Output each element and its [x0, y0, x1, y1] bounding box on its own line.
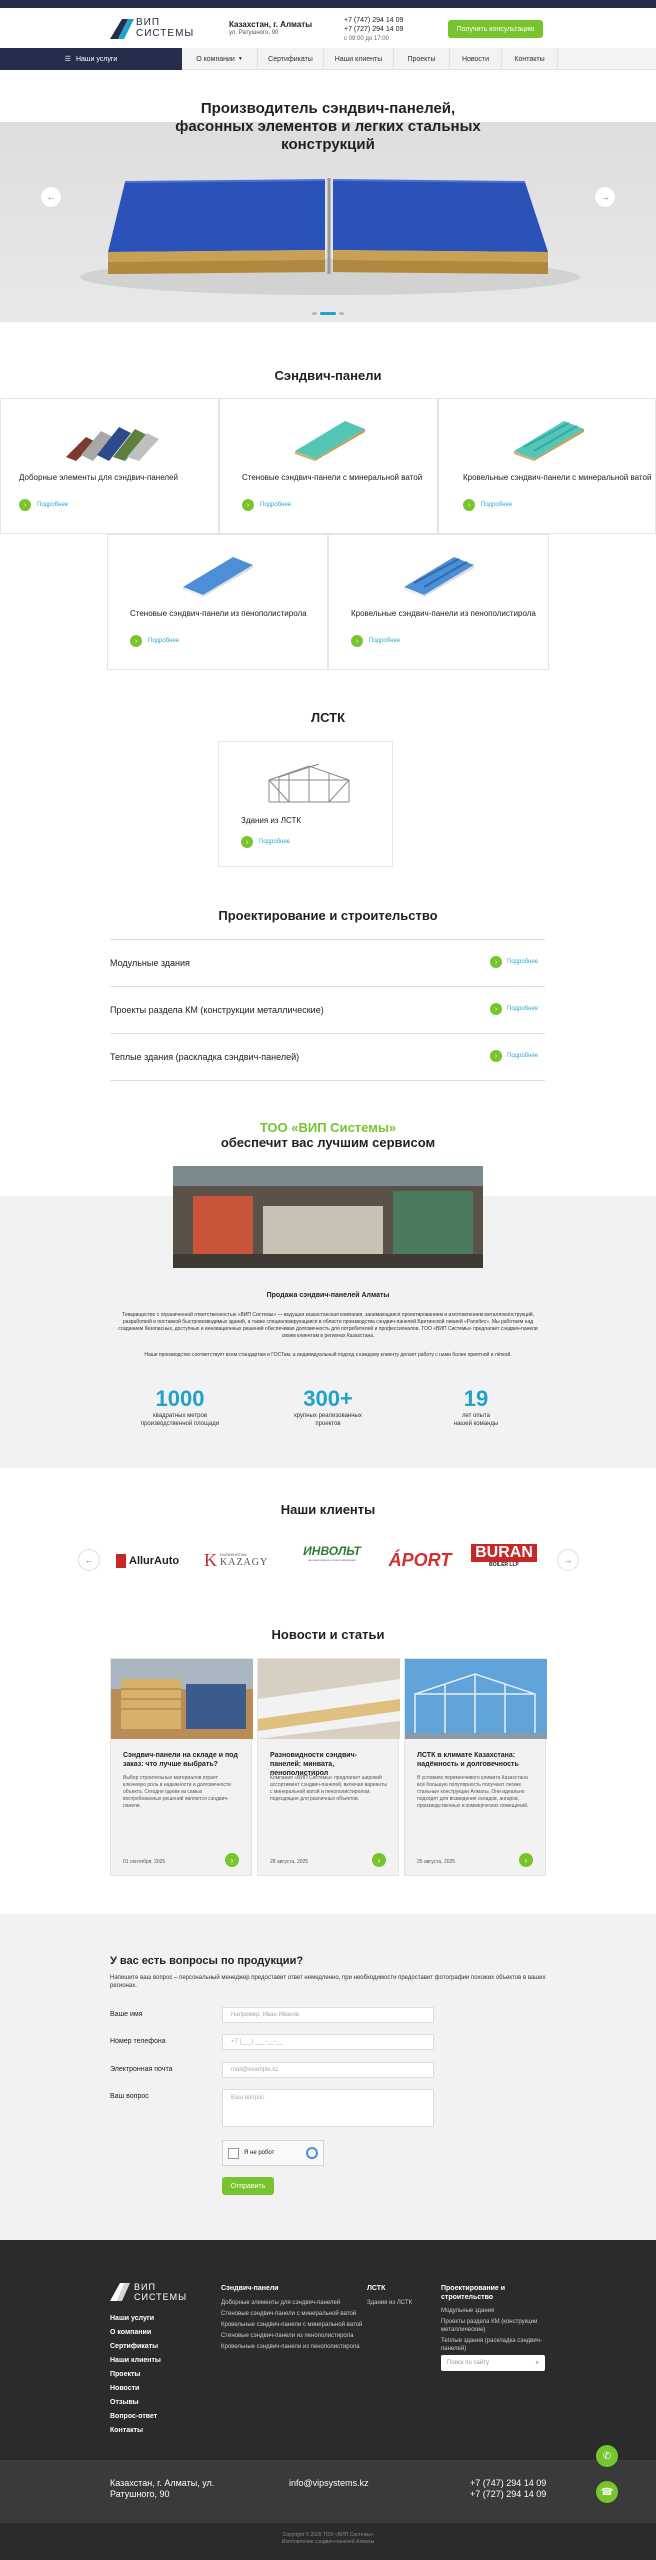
more-label: Подробнее — [507, 1006, 539, 1012]
stat-label-line-2: проектов — [315, 1421, 341, 1427]
footer-link-projects[interactable]: Проекты — [110, 2371, 141, 2378]
news-date: 01 сентября, 2025 — [123, 1859, 166, 1865]
design-row-label[interactable]: Теплые здания (раскладка сэндвич-панелей) — [110, 1052, 300, 1062]
more-link[interactable] — [19, 499, 68, 511]
more-link[interactable] — [242, 499, 291, 511]
news-date: 28 августа, 2025 — [270, 1859, 309, 1865]
factory-photo-image — [173, 1166, 483, 1268]
more-link[interactable] — [490, 1050, 538, 1062]
footer-col-title-2[interactable]: строительство — [441, 2294, 494, 2301]
eps-roof-panel-image — [399, 553, 479, 597]
lstk-section-title: ЛСТК — [310, 710, 346, 725]
copyright — [0, 2532, 656, 2546]
site-logo[interactable] — [110, 17, 198, 41]
header-hours: с 09:00 до 17:00 — [344, 36, 389, 42]
client-logo-kazagy — [204, 1546, 278, 1574]
logo-text-top: ВИП — [134, 2282, 156, 2292]
news-title: ЛСТК в климате Казахстана: надёжность и долговечность — [417, 1752, 519, 1768]
phone-label: Номер телефона — [110, 2038, 166, 2045]
chevron-down-icon: ▼ — [237, 56, 243, 62]
more-label: Подробнее — [507, 959, 539, 965]
client-name: BURAN — [471, 1544, 537, 1562]
stat-label-line-1: квадратных метров — [152, 1413, 208, 1419]
hero-title-line-1: Производитель сэндвич-панелей, — [200, 100, 456, 117]
slider-prev-arrow-icon[interactable]: ← — [40, 186, 62, 208]
client-sub: KAZAKHSTAN — [220, 1552, 247, 1557]
footer-col-title[interactable]: ЛСТК — [367, 2285, 386, 2292]
steel-frame-image — [264, 762, 354, 806]
arrow-right-icon[interactable]: › — [519, 1853, 533, 1867]
client-logo-aport — [382, 1546, 458, 1574]
slider-next-arrow-icon[interactable]: → — [594, 186, 616, 208]
sandwich-card-2[interactable] — [219, 398, 438, 534]
more-link[interactable] — [241, 836, 290, 848]
footer-address-1: Казахстан, г. Алматы, ул. — [110, 2478, 215, 2488]
news-text: Выбор строительных материалов играет ключевую роль в надежности и долговечности объекта. Сегодня одним из самых востребованных решений являются сэндвич-панели. — [123, 1775, 231, 1809]
card-label: Кровельные сэндвич-панели с минеральной ватой — [463, 473, 652, 482]
design-row-label[interactable]: Проекты раздела КМ (конструкции металлические) — [110, 1005, 324, 1015]
client-sub: автоматизация и электрификация — [308, 1558, 356, 1562]
wall-panel-image — [290, 417, 370, 461]
footer-col-item[interactable]: Стеновые сэндвич-панели с минеральной ватой — [221, 2311, 357, 2317]
copyright-line-1: Copyright © 2025 ТОО «ВИП Системы» — [282, 2532, 374, 2538]
footer-col-title[interactable]: Сэндвич-панели — [221, 2285, 279, 2292]
footer-link-news[interactable]: Новости — [110, 2385, 140, 2392]
lstk-card[interactable] — [218, 741, 393, 867]
news-card-2[interactable] — [257, 1658, 399, 1876]
stat-label-line-2: производственной площади — [140, 1421, 220, 1427]
nav-item-certificates[interactable]: Сертификаты — [258, 48, 324, 70]
more-label: Подробнее — [369, 638, 401, 644]
more-link[interactable] — [130, 635, 179, 647]
footer-contacts-band — [0, 2461, 656, 2523]
submit-button[interactable]: Отправить — [222, 2177, 274, 2195]
arrow-right-icon: › — [242, 499, 254, 511]
arrow-right-icon: › — [490, 1050, 502, 1062]
nav-item-about[interactable] — [182, 48, 258, 70]
client-sub: BOILER LLP — [489, 1562, 519, 1568]
stat-number: 19 — [463, 1386, 489, 1411]
footer-col-item[interactable]: Модульные здания — [441, 2308, 495, 2314]
name-label: Ваше имя — [110, 2011, 143, 2018]
footer-col-item[interactable]: Проекты раздела КМ (конструкции металлические) — [441, 2319, 538, 2333]
sandwich-card-5[interactable] — [328, 534, 549, 670]
allur-mark-icon — [116, 1554, 126, 1568]
top-strip — [0, 0, 656, 8]
footer-logo[interactable] — [110, 2282, 200, 2302]
client-name: ÁPORT — [388, 1549, 452, 1570]
service-title-company: ТОО «ВИП Системы» — [259, 1120, 397, 1135]
consultation-button[interactable]: Получить консультацию — [448, 20, 543, 38]
footer-link-services[interactable]: Наши услуги — [110, 2315, 155, 2322]
more-label: Подробнее — [260, 502, 292, 508]
arrow-right-icon[interactable]: › — [225, 1853, 239, 1867]
news-title: Сэндвич-панели на складе и под заказ: что лучше выбрать? — [123, 1752, 238, 1768]
clients-prev-arrow-icon[interactable]: ← — [78, 1549, 100, 1571]
news-image — [258, 1659, 400, 1739]
hero-title-line-2: фасонных элементов и легких стальных — [175, 118, 481, 135]
eps-wall-panel-image — [178, 553, 258, 597]
footer-phone-1[interactable]: +7 (747) 294 14 09 — [470, 2478, 547, 2488]
stat-projects — [268, 1386, 388, 1428]
kazagy-text — [220, 1552, 268, 1568]
news-title: Разновидности сэндвич-панелей: минвата, пенополистирол — [270, 1752, 358, 1777]
footer-link-contacts[interactable]: Контакты — [110, 2427, 144, 2434]
form-title: У вас есть вопросы по продукции? — [110, 1955, 304, 1967]
question-textarea[interactable]: Ваш вопрос — [222, 2089, 434, 2127]
sandwich-card-4[interactable] — [107, 534, 328, 670]
clients-section-title: Наши клиенты — [280, 1502, 376, 1517]
service-paragraph-2: Наше производство соответствует всем стандартам и ГОСТам, а индивидуальный подход к каждому клиенту делает работу с нами более приятной и лёгкой. — [144, 1352, 512, 1358]
more-label: Подробнее — [148, 638, 180, 644]
design-section-title: Проектирование и строительство — [218, 908, 438, 923]
stat-label-line-1: крупных реализованных — [294, 1413, 362, 1419]
client-logo-allurauto — [116, 1548, 191, 1574]
more-link[interactable] — [490, 956, 538, 968]
arrow-right-icon: › — [241, 836, 253, 848]
footer-phone-2[interactable]: +7 (727) 294 14 09 — [470, 2489, 547, 2499]
hero-title-line-3: конструкций — [281, 136, 375, 153]
news-text: В условиях переменчивого климата Казахстана всё большую популярность получают легкие стальные конструкции Алматы. Они идеально подходят для возведения складов, ангаров, производственных и коммерческих помещений. — [417, 1775, 529, 1809]
logo-text-top: ВИП — [136, 17, 161, 28]
name-input[interactable]: Например, Иван Иванов — [222, 2007, 434, 2023]
stat-number: 300+ — [303, 1386, 353, 1411]
whatsapp-icon[interactable]: ✆ — [596, 2445, 618, 2467]
nav-item-contacts[interactable]: Контакты — [502, 48, 558, 70]
header-address-street: ул. Ратушного, 90 — [229, 30, 279, 36]
more-link[interactable] — [463, 499, 512, 511]
nav-label-about: О компании — [196, 55, 235, 63]
services-label: Наши услуги — [75, 55, 118, 63]
more-link[interactable] — [351, 635, 400, 647]
client-name: KAZAGY — [220, 1557, 269, 1568]
logo-mark-icon — [110, 2282, 134, 2302]
service-title: обеспечит вас лучшим сервисом — [220, 1135, 436, 1150]
stat-label-line-1: лет опыта — [462, 1413, 490, 1419]
captcha-label: Я не робот — [244, 2150, 275, 2156]
footer-search-input[interactable] — [441, 2355, 545, 2371]
news-section-title: Новости и статьи — [271, 1627, 385, 1642]
phone-input[interactable]: +7 (___) ___-__-__ — [222, 2034, 434, 2050]
footer-col-item[interactable]: Стеновые сэндвич-панели из пенополистирола — [221, 2333, 354, 2339]
header-address-city: Казахстан, г. Алматы — [229, 20, 313, 29]
stat-area — [120, 1386, 240, 1428]
footer-col-item[interactable]: Здания из ЛСТК — [367, 2300, 413, 2306]
more-label: Подробнее — [481, 502, 513, 508]
sandwich-card-1[interactable] — [0, 398, 219, 534]
captcha-checkbox[interactable] — [228, 2148, 239, 2159]
footer-link-clients[interactable]: Наши клиенты — [110, 2357, 161, 2364]
footer-col-item[interactable]: Теплые здания (раскладка сэндвич-панелей) — [441, 2338, 542, 2352]
roof-panel-image — [509, 417, 589, 461]
service-paragraph-1: Товарищество с ограниченной ответственностью «ВИП Системы» — ведущая казахстанская компания, занимающаяся проектированием и изготовлением металлоконструкций, разработкой и поставкой быстровозводимых зданий, а также специализирующаяся в области производства сэндвич-панелей Бритинской линией «Paneltec». Мы работаем над созданием безопасных, доступных и инновационных решений обеспечивая долговечность для потребителей и профессионалов. ТОО «ВИП Системы» предлагает сэндвич-панели своим клиентам в регионах Казахстана. — [118, 1312, 538, 1339]
client-name: AllurAuto — [129, 1555, 180, 1567]
news-date: 25 августа, 2025 — [417, 1859, 456, 1865]
card-label: Стеновые сэндвич-панели с минеральной ватой — [242, 473, 423, 482]
stat-label-line-2: нашей команды — [453, 1421, 499, 1427]
factory-photo — [173, 1166, 483, 1268]
client-name: ИНВОЛЬТ — [303, 1544, 361, 1558]
logo-text-bottom: СИСТЕМЫ — [136, 28, 195, 39]
arrow-right-icon: › — [490, 1003, 502, 1015]
service-subtitle: Продажа сэндвич-панелей Алматы — [266, 1292, 390, 1299]
footer-col-item[interactable]: Доборные элементы для сэндвич-панелей — [221, 2300, 341, 2306]
more-label: Подробнее — [37, 502, 69, 508]
profile-elements-image — [61, 417, 161, 461]
slider-dot[interactable] — [312, 312, 317, 315]
captcha-widget[interactable] — [222, 2140, 324, 2166]
footer-email[interactable]: info@vipsystems.kz — [289, 2478, 369, 2488]
email-input[interactable]: mail@example.kz — [222, 2062, 434, 2078]
design-row-label[interactable]: Модульные здания — [110, 958, 190, 968]
header-phone-2[interactable]: +7 (727) 294 14 09 — [344, 26, 404, 33]
client-logo-buran — [468, 1544, 540, 1574]
news-image — [405, 1659, 547, 1739]
slider-dot-active[interactable] — [320, 312, 336, 315]
card-label: Стеновые сэндвич-панели из пенополистирола — [130, 609, 307, 618]
footer-link-about[interactable]: О компании — [110, 2329, 152, 2336]
sandwich-card-3[interactable] — [438, 398, 656, 534]
header-phone-1[interactable]: +7 (747) 294 14 09 — [344, 17, 404, 24]
phone-call-icon[interactable]: ☎ — [596, 2481, 618, 2503]
divider — [110, 1080, 545, 1081]
footer-link-reviews[interactable]: Отзывы — [110, 2399, 139, 2406]
arrow-right-icon: › — [463, 499, 475, 511]
form-intro: Напишите ваш вопрос – персональный менеджер предоставит ответ немедленно, при необходимости предоставит фотографии похожих объектов в ваших регионах. — [110, 1975, 546, 1989]
stat-number: 1000 — [155, 1386, 205, 1411]
news-text: Компания «ВИП Системы» предлагает широкий ассортимент сэндвич-панелей, включая варианты с минеральной ватой и пенополистиролом, подходящие для различных объектов. — [270, 1775, 387, 1802]
hero-title — [0, 100, 656, 154]
card-label: Кровельные сэндвич-панели из пенополистирола — [351, 609, 536, 618]
news-image — [111, 1659, 253, 1739]
client-logo-involt — [292, 1544, 372, 1574]
logo-text-bottom: СИСТЕМЫ — [134, 2292, 188, 2302]
menu-icon: ☰ — [64, 56, 71, 63]
footer-col-item[interactable]: Кровельные сэндвич-панели с минеральной ватой — [221, 2322, 363, 2328]
more-link[interactable] — [490, 1003, 538, 1015]
news-card-3[interactable] — [404, 1658, 546, 1876]
footer-link-certificates[interactable]: Сертификаты — [110, 2343, 159, 2350]
copyright-line-2: Изготовление сэндвич-панелей Алматы — [281, 2539, 375, 2545]
email-label: Электронная почта — [110, 2066, 173, 2073]
card-label: Доборные элементы для сэндвич-панелей — [19, 473, 178, 482]
nav-item-projects[interactable]: Проекты — [394, 48, 450, 70]
search-placeholder: Поиск по сайту — [447, 2360, 490, 2366]
divider — [110, 986, 545, 987]
news-card-1[interactable] — [110, 1658, 252, 1876]
question-label: Ваш вопрос — [110, 2093, 149, 2100]
arrow-right-icon: › — [490, 956, 502, 968]
card-label: Здания из ЛСТК — [241, 816, 302, 825]
footer-address-2: Ратушного, 90 — [110, 2489, 170, 2499]
more-label: Подробнее — [507, 1053, 539, 1059]
footer-col-item[interactable]: Кровельные сэндвич-панели из пенополистирола — [221, 2344, 360, 2350]
arrow-right-icon: › — [19, 499, 31, 511]
sandwich-section-title: Сэндвич-панели — [274, 368, 382, 383]
kazagy-k-icon: K — [204, 1549, 217, 1570]
recaptcha-icon — [306, 2147, 318, 2159]
search-icon[interactable]: ⌕ — [535, 2359, 539, 2366]
arrow-right-icon: › — [130, 635, 142, 647]
stat-experience — [416, 1386, 536, 1428]
divider — [110, 1033, 545, 1034]
nav-item-news[interactable]: Новости — [450, 48, 502, 70]
arrow-right-icon: › — [351, 635, 363, 647]
clients-next-arrow-icon[interactable]: → — [557, 1549, 579, 1571]
footer-col-title-1[interactable]: Проектирование и — [441, 2285, 506, 2292]
nav-item-clients[interactable]: Наши клиенты — [324, 48, 394, 70]
slider-dot[interactable] — [339, 312, 344, 315]
footer-link-faq[interactable]: Вопрос-ответ — [110, 2413, 158, 2420]
services-menu-button[interactable] — [0, 48, 182, 70]
arrow-right-icon[interactable]: › — [372, 1853, 386, 1867]
divider — [110, 939, 545, 940]
more-label: Подробнее — [259, 839, 291, 845]
